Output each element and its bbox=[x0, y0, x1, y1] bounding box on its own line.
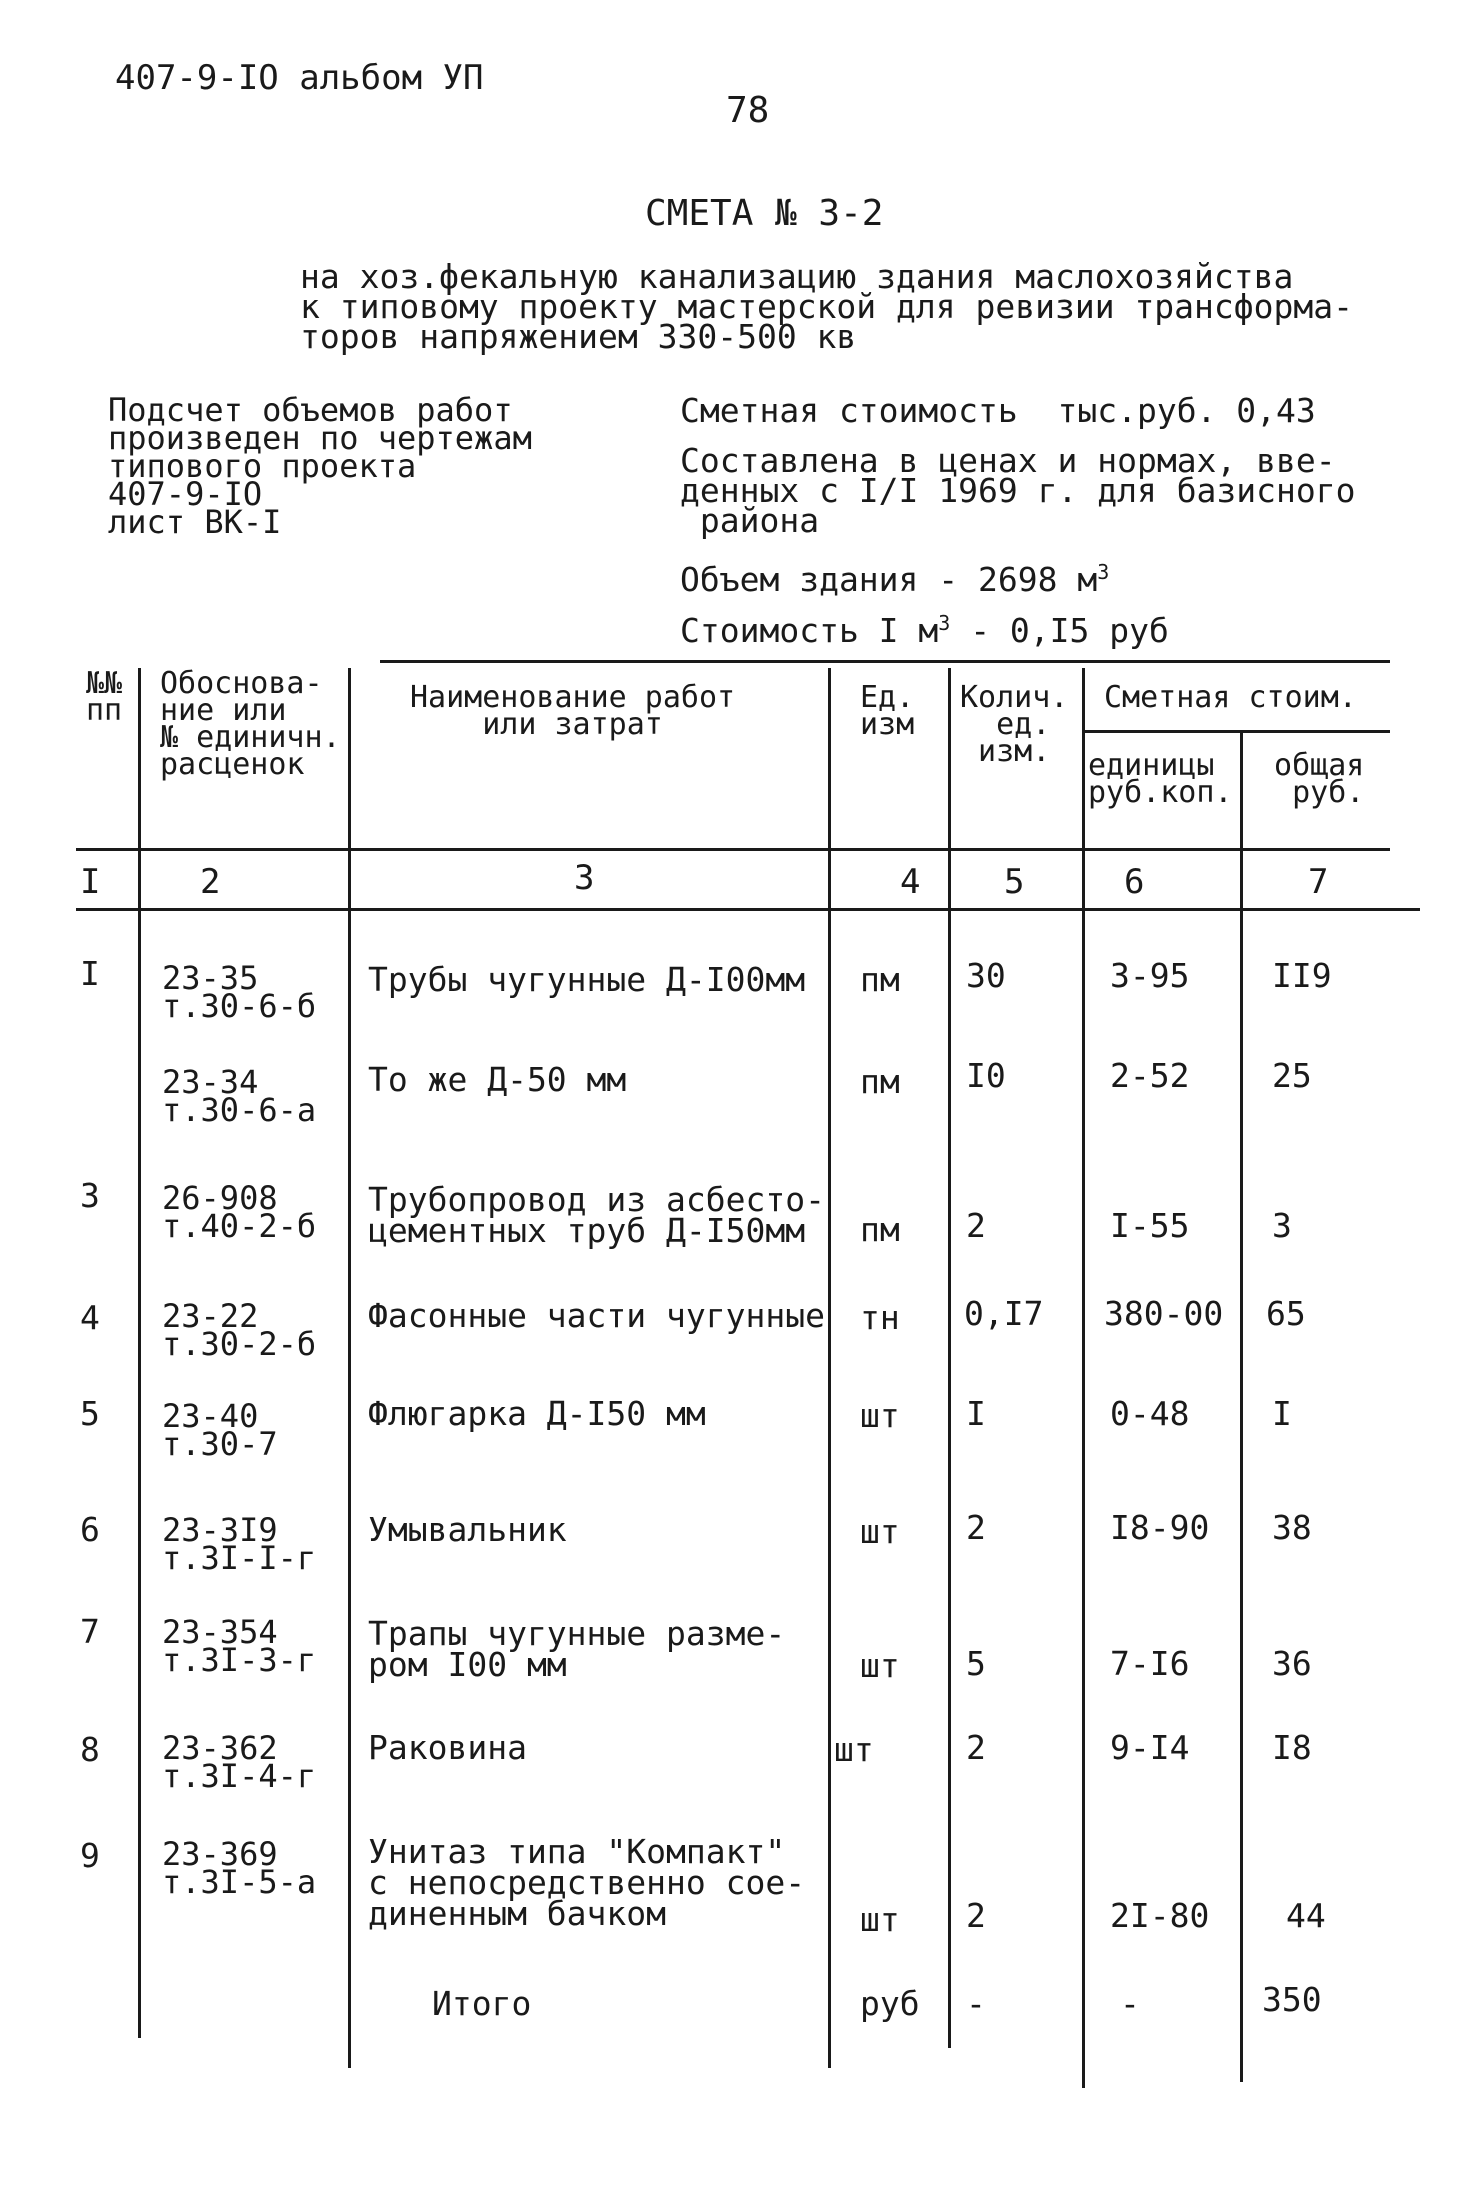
row-basis-code: 23-369 т.3I-5-а bbox=[162, 1835, 317, 1901]
row-number: 5 bbox=[80, 1394, 100, 1433]
row-unit: шт bbox=[860, 1900, 900, 1939]
column-divider-1 bbox=[138, 668, 141, 2038]
row-total-cost: 38 bbox=[1272, 1508, 1312, 1547]
row-unit-cost: 2I-80 bbox=[1110, 1896, 1210, 1935]
row-basis-code: 23-354 т.3I-3-г bbox=[162, 1613, 317, 1679]
row-unit-cost: I8-90 bbox=[1110, 1508, 1210, 1547]
header-estimated-cost: Сметная стоим. bbox=[1104, 680, 1357, 715]
row-unit-cost: I-55 bbox=[1110, 1206, 1190, 1245]
header-total-cost: общая руб. bbox=[1274, 748, 1365, 810]
column-number: I bbox=[80, 862, 101, 902]
row-basis-code: 23-40 т.30-7 bbox=[162, 1397, 278, 1463]
header-basis: Обоснова- ние или № единичн. расценок bbox=[160, 666, 341, 782]
document-title: СМЕТА № 3-2 bbox=[645, 193, 884, 234]
column-number: 7 bbox=[1308, 862, 1329, 902]
row-basis-code: 26-908 т.40-2-б bbox=[162, 1179, 317, 1245]
row-basis-code: 23-3I9 т.3I-I-г bbox=[162, 1511, 317, 1577]
column-divider-6 bbox=[1240, 732, 1243, 2082]
row-work-name: Раковина bbox=[368, 1728, 527, 1767]
row-quantity: 5 bbox=[966, 1644, 986, 1683]
row-work-name: То же Д-50 мм bbox=[368, 1060, 627, 1099]
row-total-cost: 36 bbox=[1272, 1644, 1312, 1683]
column-number: 3 bbox=[574, 858, 595, 898]
row-total-cost: I bbox=[1272, 1394, 1292, 1433]
estimated-cost: Сметная стоимость тыс.руб. 0,43 bbox=[680, 391, 1316, 430]
column-number: 4 bbox=[900, 862, 921, 902]
row-number: 3 bbox=[80, 1176, 100, 1215]
page-number: 78 bbox=[726, 90, 770, 131]
row-work-name: Умывальник bbox=[368, 1510, 567, 1549]
row-total-cost: II9 bbox=[1272, 956, 1332, 995]
row-total-cost: 3 bbox=[1272, 1206, 1292, 1245]
unit-cost-text: Стоимость I м bbox=[680, 611, 939, 650]
unit-cost-tail: - 0,I5 руб bbox=[950, 611, 1169, 650]
row-number: 8 bbox=[80, 1730, 100, 1769]
row-quantity: 30 bbox=[966, 956, 1006, 995]
document-subtitle: на хоз.фекальную канализацию здания маслохозяйства к типовому проекту мастерской для ревизии трансформа- торов напряжением 330-500 кв bbox=[300, 257, 1353, 356]
row-basis-code: 23-35 т.30-6-б bbox=[162, 959, 317, 1025]
row-basis-code: 23-22 т.30-2-б bbox=[162, 1297, 317, 1363]
column-divider-3 bbox=[828, 668, 831, 2068]
column-number: 2 bbox=[200, 862, 221, 902]
row-work-name: Фасонные части чугунные bbox=[368, 1296, 825, 1335]
row-unit: шт bbox=[860, 1512, 900, 1551]
unit-cost-superscript: 3 bbox=[938, 611, 951, 635]
row-quantity: 2 bbox=[966, 1508, 986, 1547]
row-number: 9 bbox=[80, 1836, 100, 1875]
volume-unit-superscript: 3 bbox=[1097, 560, 1110, 584]
header-work-name: Наименование работ или затрат bbox=[410, 680, 736, 742]
column-divider-2 bbox=[348, 668, 351, 2068]
total-cost: 350 bbox=[1262, 1980, 1322, 2019]
album-reference: 407-9-IO альбом УП bbox=[115, 58, 484, 98]
row-unit-cost: 0-48 bbox=[1110, 1394, 1190, 1433]
cost-subheader-rule bbox=[1082, 730, 1390, 733]
row-basis-code: 23-362 т.3I-4-г bbox=[162, 1729, 317, 1795]
column-number-rule bbox=[76, 908, 1420, 911]
total-label: Итого bbox=[432, 1984, 532, 2023]
total-quantity: - bbox=[966, 1984, 986, 2023]
row-quantity: 0,I7 bbox=[964, 1294, 1044, 1333]
row-work-name: Трапы чугунные разме- ром I00 мм bbox=[368, 1614, 786, 1684]
price-basis: Составлена в ценах и нормах, вве- денных с I/I 1969 г. для базисного района bbox=[680, 441, 1356, 540]
row-unit: пм bbox=[860, 960, 900, 999]
header-row-number: №№ пп bbox=[86, 666, 123, 728]
row-total-cost: I8 bbox=[1272, 1728, 1312, 1767]
row-unit: пм bbox=[860, 1062, 900, 1101]
row-quantity: I bbox=[966, 1394, 986, 1433]
calculation-note: Подсчет объемов работ произведен по чертежам типового проекта 407-9-IO лист ВК-I bbox=[108, 391, 532, 541]
column-divider-4 bbox=[948, 668, 951, 2048]
header-quantity: Колич. ед. изм. bbox=[960, 680, 1069, 769]
row-quantity: 2 bbox=[966, 1206, 986, 1245]
row-unit-cost: 380-00 bbox=[1104, 1294, 1224, 1333]
row-unit-cost: 9-I4 bbox=[1110, 1728, 1190, 1767]
building-volume-text: Объем здания - 2698 м bbox=[680, 560, 1098, 599]
building-volume bbox=[680, 557, 1110, 599]
row-unit: тн bbox=[860, 1298, 900, 1337]
row-work-name: Унитаз типа "Компакт" с непосредственно сое- диненным бачком bbox=[368, 1832, 806, 1933]
row-work-name: Трубопровод из асбесто- цементных труб Д-I50мм bbox=[368, 1180, 825, 1250]
header-unit: Ед. изм bbox=[860, 680, 915, 742]
row-quantity: 2 bbox=[966, 1896, 986, 1935]
row-number: 7 bbox=[80, 1612, 100, 1651]
row-number: 4 bbox=[80, 1298, 100, 1337]
row-unit: шт bbox=[860, 1646, 900, 1685]
column-number: 6 bbox=[1124, 862, 1145, 902]
row-unit: шт bbox=[860, 1396, 900, 1435]
header-bottom-rule bbox=[76, 848, 1390, 851]
row-total-cost: 44 bbox=[1286, 1896, 1326, 1935]
row-work-name: Флюгарка Д-I50 мм bbox=[368, 1394, 706, 1433]
total-unit: руб bbox=[860, 1984, 920, 2023]
column-divider-5 bbox=[1082, 668, 1085, 2088]
row-number: 6 bbox=[80, 1510, 100, 1549]
row-unit-cost: 2-52 bbox=[1110, 1056, 1190, 1095]
column-number: 5 bbox=[1004, 862, 1025, 902]
row-unit: шт bbox=[834, 1730, 874, 1769]
header-unit-cost: единицы руб.коп. bbox=[1088, 748, 1233, 810]
row-unit: пм bbox=[860, 1210, 900, 1249]
unit-cost bbox=[680, 608, 1169, 650]
total-unit-cost: - bbox=[1120, 1984, 1140, 2023]
row-work-name: Трубы чугунные Д-I00мм bbox=[368, 960, 806, 999]
row-basis-code: 23-34 т.30-6-а bbox=[162, 1063, 317, 1129]
table-top-rule bbox=[380, 660, 1390, 663]
row-total-cost: 25 bbox=[1272, 1056, 1312, 1095]
row-number: I bbox=[80, 954, 100, 993]
row-quantity: I0 bbox=[966, 1056, 1006, 1095]
row-quantity: 2 bbox=[966, 1728, 986, 1767]
row-total-cost: 65 bbox=[1266, 1294, 1306, 1333]
row-unit-cost: 3-95 bbox=[1110, 956, 1190, 995]
row-unit-cost: 7-I6 bbox=[1110, 1644, 1190, 1683]
